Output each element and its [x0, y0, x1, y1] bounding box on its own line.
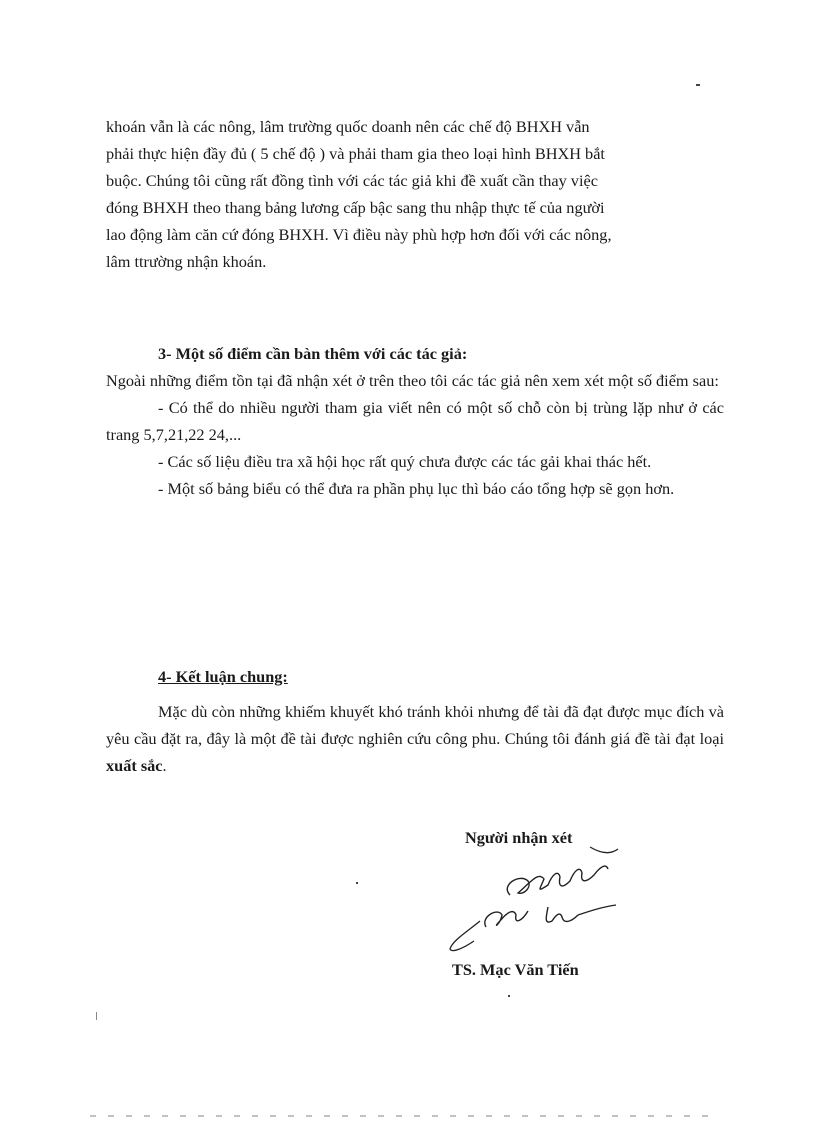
section-3-item: - Có thể do nhiều người tham gia viết nên có một số chỗ còn bị trùng lặp như ở các trang 5,7,21,22 24,...	[106, 398, 724, 444]
reviewer-label: Người nhận xét	[465, 828, 573, 847]
paragraph-line: lâm ttrường nhận khoán.	[106, 252, 267, 271]
section-3	[106, 340, 724, 502]
handwritten-signature	[440, 845, 640, 955]
section-4-body-end: .	[162, 756, 167, 775]
paragraph-continuation	[106, 113, 724, 275]
paragraph-line: lao động làm căn cứ đóng BHXH. Vì điều này phù hợp hơn đối với các nông,	[106, 225, 612, 244]
paragraph-line: khoán vẫn là các nông, lâm trường quốc doanh nên các chế độ BHXH vẫn	[106, 117, 590, 136]
section-3-item: - Các số liệu điều tra xã hội học rất quý chưa được các tác gải khai thác hết.	[158, 452, 652, 471]
reviewer-name: TS. Mạc Văn Tiến	[452, 960, 579, 979]
section-4-body	[106, 698, 724, 779]
scan-edge-artifact	[90, 1115, 710, 1117]
paragraph-line: buộc. Chúng tôi cũng rất đồng tình với các tác giả khi đề xuất cần thay việc	[106, 171, 598, 190]
paragraph-line: đóng BHXH theo thang bảng lương cấp bậc sang thu nhập thực tế của người	[106, 198, 605, 217]
paragraph-line: phải thực hiện đầy đủ ( 5 chế độ ) và phải tham gia theo loại hình BHXH bắt	[106, 144, 605, 163]
scan-speck	[508, 995, 510, 997]
scan-speck	[696, 84, 700, 86]
section-4	[106, 663, 724, 779]
scan-speck	[356, 882, 358, 884]
section-3-heading: 3- Một số điểm cần bàn thêm với các tác giả:	[158, 344, 468, 363]
section-4-body-text: Mặc dù còn những khiếm khuyết khó tránh khỏi nhưng để tài đã đạt được mục đích và yêu cầu đặt ra, đây là một đề tài được nghiên cứu công phu. Chúng tôi đánh giá đề tài đạt loại	[106, 702, 724, 748]
section-4-heading: 4- Kết luận chung:	[158, 667, 288, 686]
section-3-item: - Một số bảng biểu có thể đưa ra phần phụ lục thì báo cáo tổng hợp sẽ gọn hơn.	[158, 479, 675, 498]
rating-emphasis: xuất sắc	[106, 756, 163, 775]
scan-speck	[96, 1012, 97, 1020]
section-3-intro: Ngoài những điểm tồn tại đã nhận xét ở trên theo tôi các tác giả nên xem xét một số điểm sau:	[106, 371, 719, 390]
section-4-heading-wrap	[106, 663, 724, 690]
